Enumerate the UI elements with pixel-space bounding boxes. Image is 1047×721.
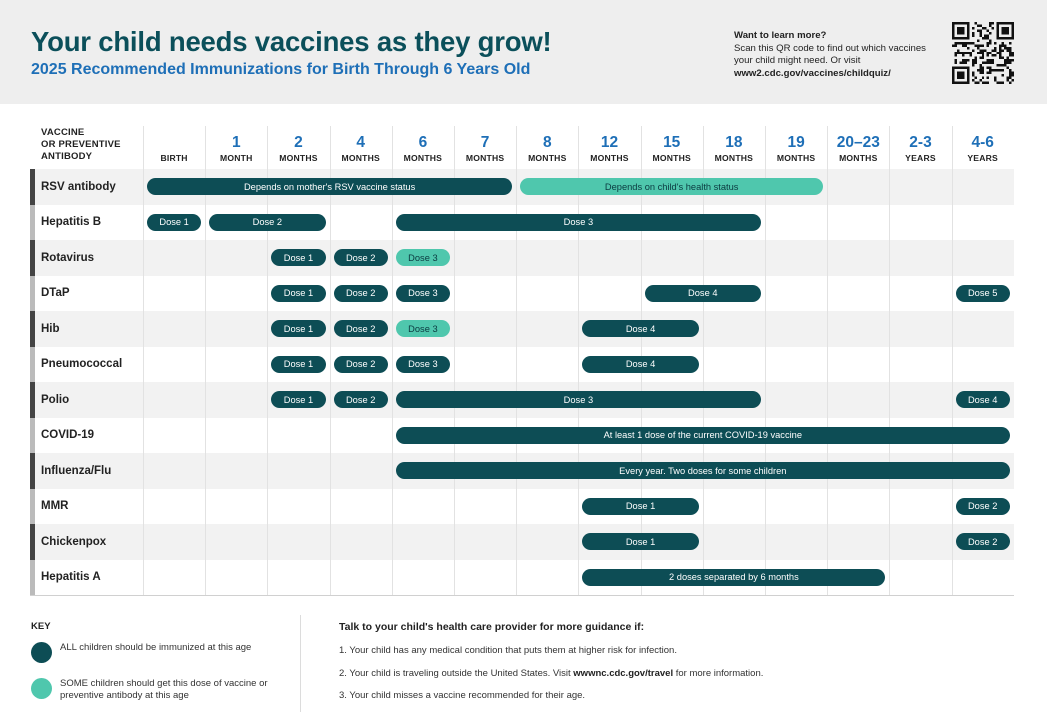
column-gridline [454,126,455,595]
vaccine-name: Hepatitis B [41,216,102,229]
age-unit: YEARS [905,153,936,163]
column-gridline [143,126,144,595]
dose-bar: Dose 3 [396,320,450,337]
age-unit: BIRTH [160,153,188,163]
vaccine-row [30,489,1014,525]
learn-more-heading: Want to learn more? [734,30,827,41]
dose-bar: Dose 2 [956,533,1010,550]
age-unit: MONTH [220,153,253,163]
vaccine-name: Polio [41,393,70,406]
age-number: 2-3 [909,134,932,151]
age-unit: MONTHS [590,153,629,163]
age-number: 6 [418,134,428,151]
vaccine-name: Chickenpox [41,535,107,548]
vaccine-name: Hepatitis A [41,571,101,584]
dose-bar: Dose 3 [396,249,450,266]
vaccine-name: Hib [41,322,60,335]
row-marker [30,276,35,312]
row-marker [30,347,35,383]
vaccine-row [30,524,1014,560]
column-gridline [516,126,517,595]
age-column-header [827,126,889,169]
age-number: 18 [725,134,743,151]
vaccine-name: COVID-19 [41,429,95,442]
vaccine-row [30,311,1014,347]
vaccine-column-header: VACCINE OR PREVENTIVE ANTIBODY [41,127,121,162]
vaccine-name: MMR [41,500,69,513]
age-column-header [330,126,392,169]
age-column-header [703,126,765,169]
row-marker [30,453,35,489]
vaccine-row [30,240,1014,276]
column-gridline [703,126,704,595]
page-title: Your child needs vaccines as they grow! [31,26,552,57]
age-unit: MONTHS [776,153,816,163]
dose-bar: Dose 2 [334,391,388,408]
page-subtitle: 2025 Recommended Immunizations for Birth Through 6 Years Old [31,61,531,78]
key-text-some: SOME children should get this dose of vaccine or preventive antibody at this age [60,678,268,701]
header-banner [0,0,1047,104]
learn-more-link[interactable]: www2.cdc.gov/vaccines/childquiz/ [734,67,891,79]
age-column-header [516,126,578,169]
footer-divider [300,615,301,712]
dose-bar: Dose 4 [645,285,761,302]
column-gridline [952,126,953,595]
dose-bar: Dose 1 [271,285,325,302]
guidance-item: 2. Your child is traveling outside the United States. Visit wwwnc.cdc.gov/travel for more information. [339,668,764,679]
dose-bar: Dose 3 [396,391,761,408]
age-number: 15 [663,134,681,151]
vaccine-name: RSV antibody [41,180,116,193]
column-gridline [205,126,206,595]
age-unit: MONTHS [465,153,505,163]
age-unit: YEARS [967,153,998,163]
dose-bar: Dose 2 [334,285,388,302]
guidance-item: 3. Your child misses a vaccine recommended for their age. [339,690,586,701]
column-gridline [578,126,579,595]
row-marker [30,489,35,525]
dose-bar: Dose 3 [396,214,761,231]
dose-bar: Dose 1 [582,533,698,550]
qr-code-icon[interactable] [952,22,1014,84]
dose-bar: Dose 4 [582,320,698,337]
age-column-header [641,126,703,169]
age-column-header [143,126,205,169]
vaccine-name: DTaP [41,287,70,300]
row-marker [30,560,35,596]
age-number: 1 [231,134,241,151]
age-unit: MONTHS [652,153,691,163]
row-marker [30,240,35,276]
vaccine-name: Influenza/Flu [41,464,112,477]
guidance-item: 1. Your child has any medical condition that puts them at higher risk for infection. [339,645,677,656]
age-number: 19 [787,134,805,151]
dose-bar: Dose 2 [334,320,388,337]
dose-bar: Dose 2 [334,249,388,266]
vaccine-name: Pneumococcal [41,358,123,371]
row-marker [30,418,35,454]
guidance-title: Talk to your child's health care provider for more guidance if: [339,621,645,633]
learn-more-block [734,30,944,80]
dose-bar: Dose 1 [271,356,325,373]
age-number: 12 [600,134,619,151]
immunization-schedule-table [30,126,1014,596]
column-gridline [330,126,331,595]
column-gridline [392,126,393,595]
key-title: KEY [31,621,51,632]
age-number: 2 [294,134,303,151]
dose-bar: Depends on child's health status [520,178,823,195]
age-unit: MONTHS [839,153,878,163]
age-number: 4 [356,134,365,151]
legend-key [31,621,268,701]
dose-bar: At least 1 dose of the current COVID-19 vaccine [396,427,1010,444]
dose-bar: Dose 2 [334,356,388,373]
dose-bar: Dose 3 [396,285,450,302]
age-unit: MONTHS [403,153,443,163]
age-column-header [267,126,329,169]
age-unit: MONTHS [714,153,754,163]
vaccine-name: Rotavirus [41,251,95,264]
vaccine-row [30,276,1014,312]
age-column-header [392,126,454,169]
column-gridline [827,126,828,595]
column-gridline [267,126,268,595]
travel-link[interactable]: wwwnc.cdc.gov/travel [573,668,674,679]
row-marker [30,524,35,560]
dose-bar: Dose 1 [582,498,698,515]
row-marker [30,205,35,241]
key-dot-all [31,642,52,663]
dose-bar: 2 doses separated by 6 months [582,569,885,586]
dose-bar: Dose 4 [582,356,698,373]
age-column-header [889,126,951,169]
dose-bar: Dose 1 [147,214,201,231]
age-number: 7 [480,134,490,151]
row-marker [30,311,35,347]
key-item-some [31,678,281,702]
table-bottom-divider [30,595,1014,596]
age-number: 4-6 [971,134,994,151]
age-column-header [952,126,1014,169]
column-gridline [765,126,766,595]
key-text-all: ALL children should be immunized at this age [60,642,252,653]
dose-bar: Dose 3 [396,356,450,373]
age-number: 20–23 [836,134,880,151]
age-number: 8 [542,134,552,151]
key-dot-some [31,678,52,699]
key-item-all [31,642,281,666]
age-column-header [205,126,267,169]
learn-more-text: Scan this QR code to find out which vaccines your child might need. Or visit [734,42,926,66]
dose-bar: Dose 2 [956,498,1010,515]
dose-bar: Dose 5 [956,285,1010,302]
row-marker [30,169,35,205]
age-unit: MONTHS [279,153,318,163]
age-column-header [578,126,640,169]
age-unit: MONTHS [528,153,567,163]
dose-bar: Depends on mother's RSV vaccine status [147,178,512,195]
age-column-header [765,126,827,169]
dose-bar: Dose 1 [271,249,325,266]
age-unit: MONTHS [341,153,380,163]
dose-bar: Dose 1 [271,391,325,408]
vaccine-row [30,347,1014,383]
dose-bar: Every year. Two doses for some children [396,462,1010,479]
row-marker [30,382,35,418]
dose-bar: Dose 4 [956,391,1010,408]
guidance-block [339,621,1029,701]
dose-bar: Dose 2 [209,214,325,231]
dose-bar: Dose 1 [271,320,325,337]
age-column-header [454,126,516,169]
column-gridline [889,126,890,595]
